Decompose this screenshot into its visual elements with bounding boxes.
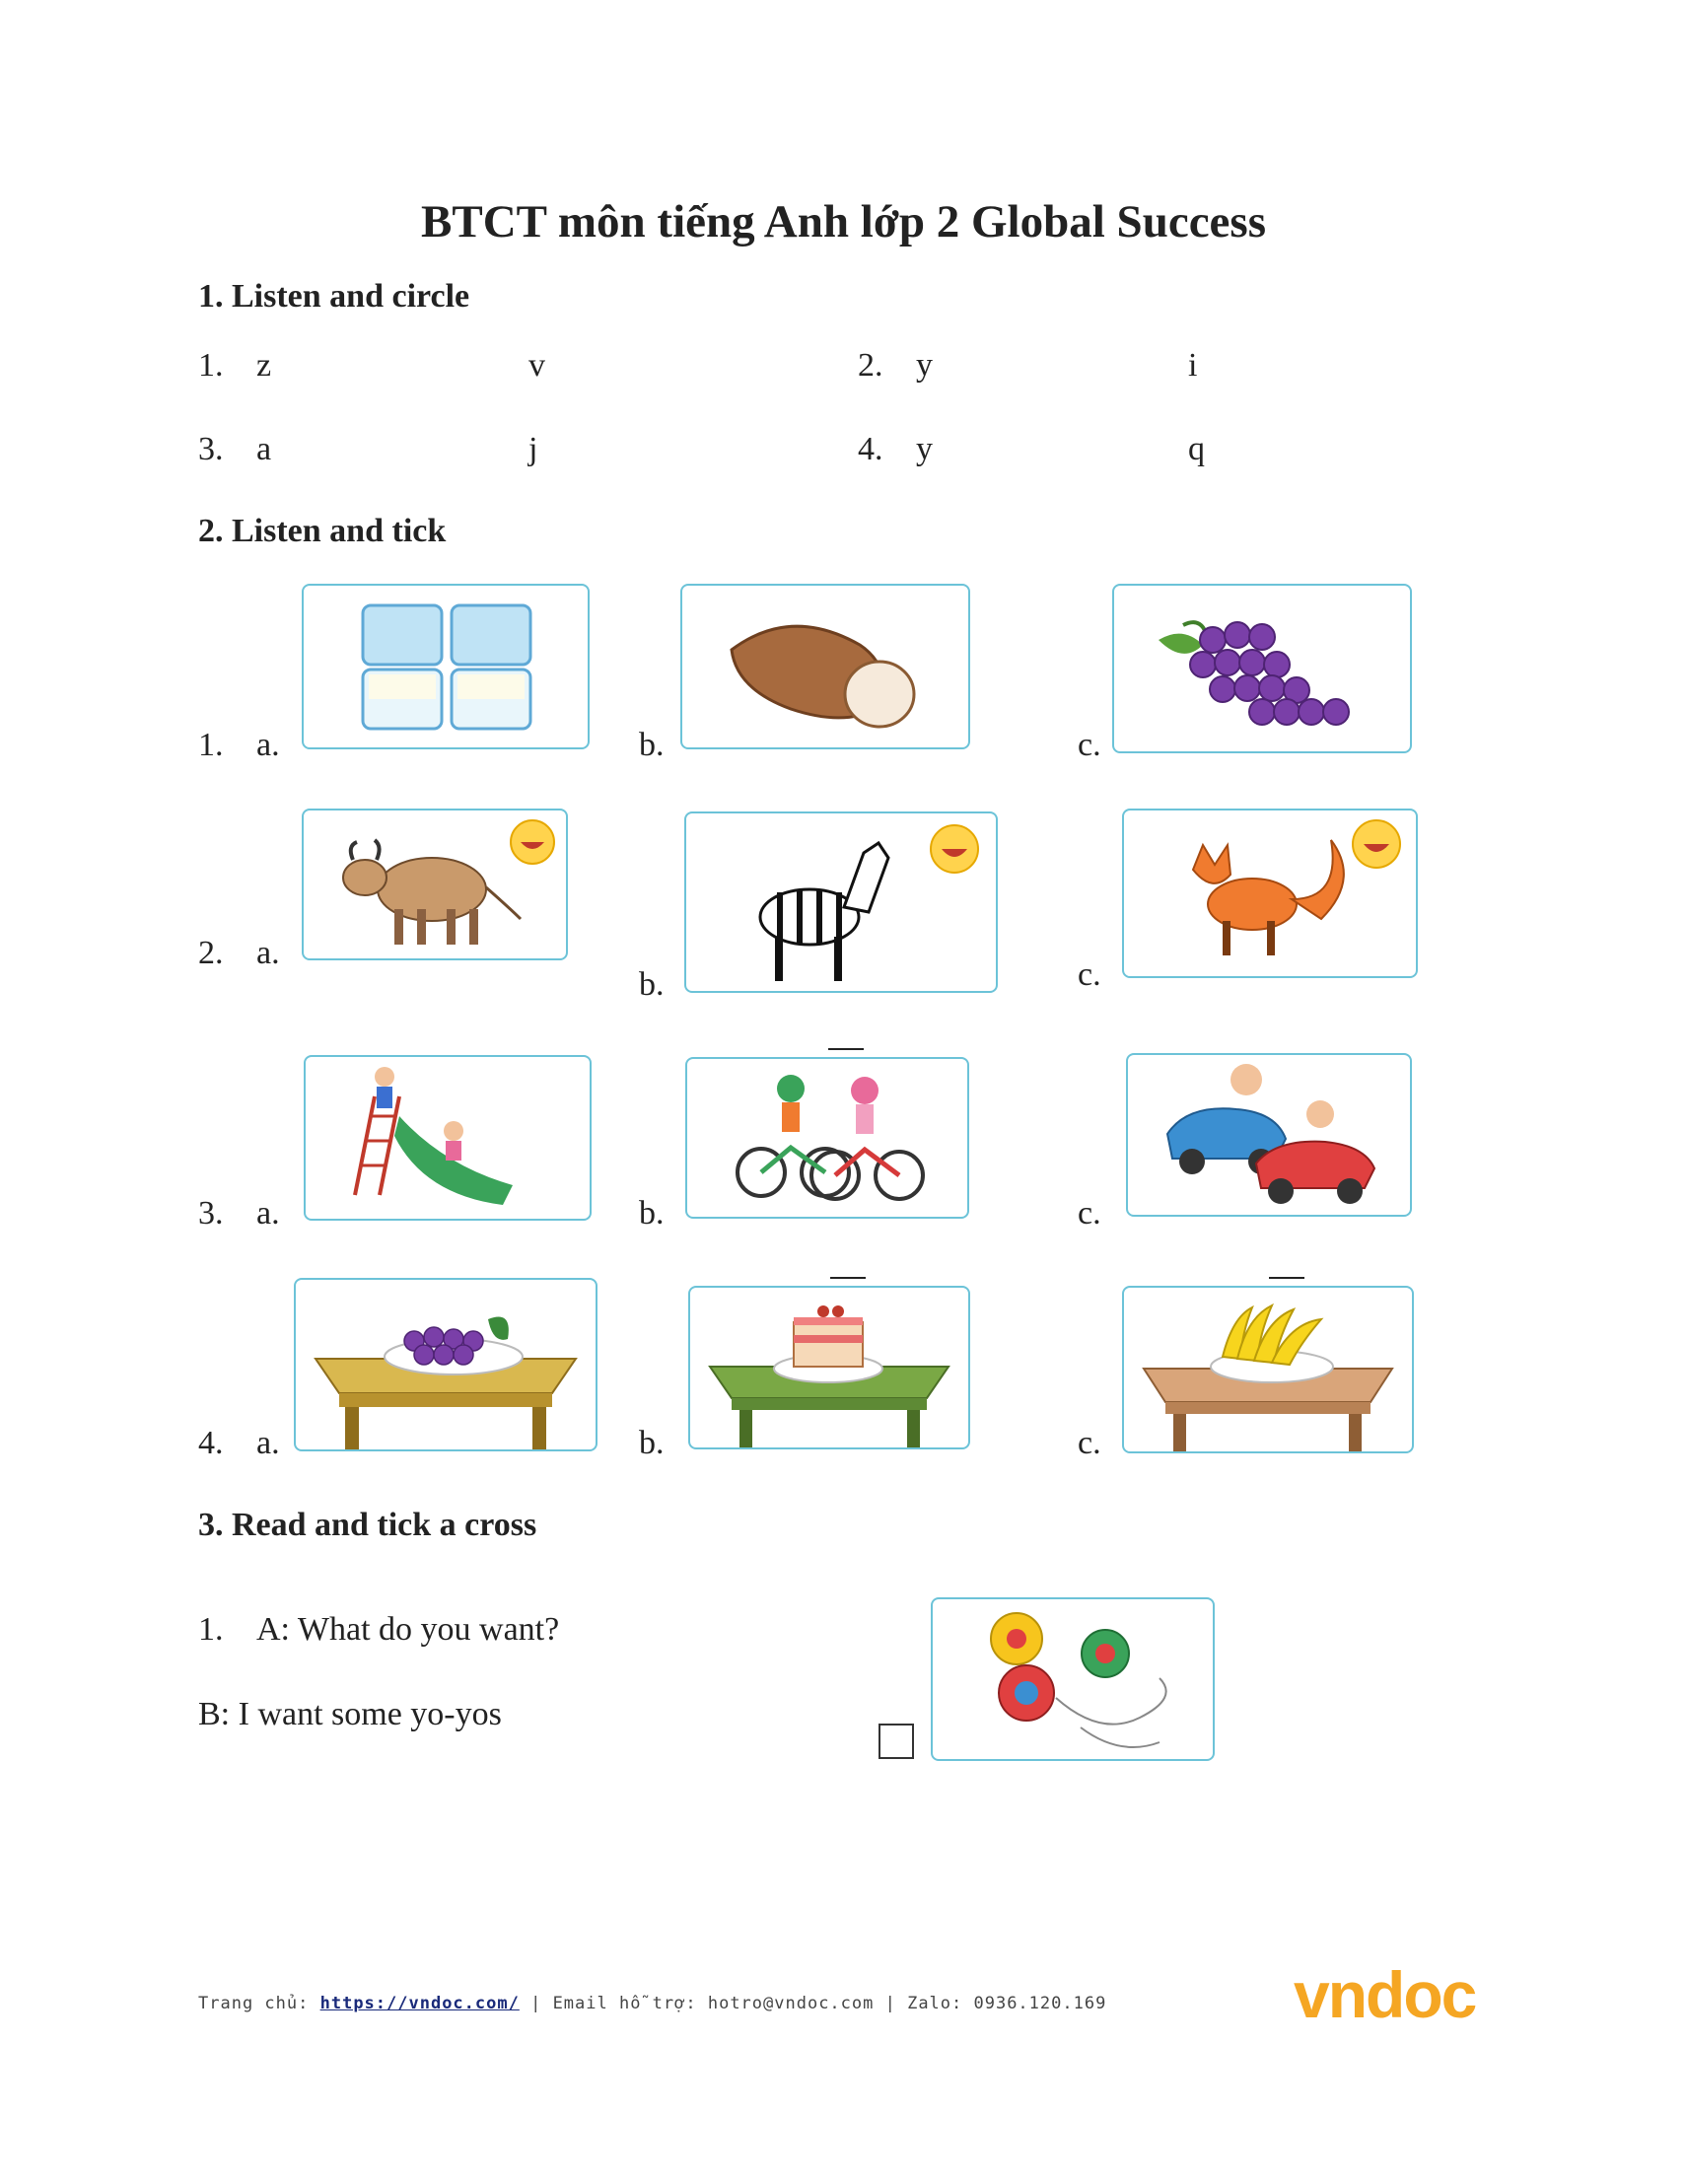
yo-yos-image[interactable] [931,1597,1215,1761]
vndoc-logo[interactable]: vndoc [1294,1958,1476,2031]
option-label: a. [256,1425,280,1461]
item-number: 2. [858,347,883,384]
answer-checkbox[interactable] [879,1724,914,1759]
item-number: 1. [198,1611,224,1648]
answer-blank [1269,1277,1304,1279]
footer-text [198,1994,1106,2013]
row-number: 2. [198,935,224,971]
answer-blank [830,1277,866,1279]
footer-contact: | Email hỗ trợ: hotro@vndoc.com | Zalo: 0936.120.169 [530,1994,1107,2013]
yogurt-cups-image[interactable] [302,584,590,749]
item-number: 3. [198,431,224,467]
option-text[interactable]: q [1188,431,1205,467]
option-label: a. [256,727,280,763]
option-label: c. [1078,727,1101,763]
item-number: 4. [858,431,883,467]
option-text[interactable]: v [528,347,545,384]
answer-blank [828,1048,864,1050]
homepage-link[interactable]: https://vndoc.com/ [319,1994,520,2013]
row-number: 4. [198,1425,224,1461]
grapes-image[interactable] [1112,584,1412,753]
option-label: a. [256,1195,280,1232]
taro-root-image[interactable] [680,584,970,749]
section-2-heading: 2. Listen and tick [198,513,447,549]
kids-on-slide-image[interactable] [304,1055,592,1221]
option-label: c. [1078,956,1101,993]
page-title: BTCT môn tiếng Anh lớp 2 Global Success [421,196,1266,247]
option-label: b. [639,1425,665,1461]
option-text[interactable]: a [256,431,272,467]
option-label: b. [639,727,665,763]
option-text[interactable]: j [528,431,538,467]
bananas-on-table-image[interactable] [1122,1286,1414,1453]
row-number: 1. [198,727,224,763]
row-number: 3. [198,1195,224,1232]
yak-image[interactable] [302,809,568,960]
grapes-on-table-image[interactable] [294,1278,597,1451]
option-label: b. [639,1195,665,1232]
section-3-heading: 3. Read and tick a cross [198,1507,537,1543]
option-label: c. [1078,1425,1101,1461]
option-text[interactable]: i [1188,347,1198,384]
cake-on-table-image[interactable] [688,1286,970,1449]
item-number: 1. [198,347,224,384]
option-label: c. [1078,1195,1101,1232]
option-label: a. [256,935,280,971]
zebra-image[interactable] [684,811,998,993]
footer-prefix: Trang chủ: [198,1994,310,2013]
kids-on-bikes-image[interactable] [685,1057,969,1219]
option-text[interactable]: z [256,347,272,384]
dialogue-answer: B: I want some yo-yos [198,1696,502,1732]
dialogue-question: A: What do you want? [256,1611,560,1648]
fox-image[interactable] [1122,809,1418,978]
option-label: b. [639,966,665,1003]
option-text[interactable]: y [916,431,933,467]
option-text[interactable]: y [916,347,933,384]
section-1-heading: 1. Listen and circle [198,278,470,315]
kids-in-cars-image[interactable] [1126,1053,1412,1217]
